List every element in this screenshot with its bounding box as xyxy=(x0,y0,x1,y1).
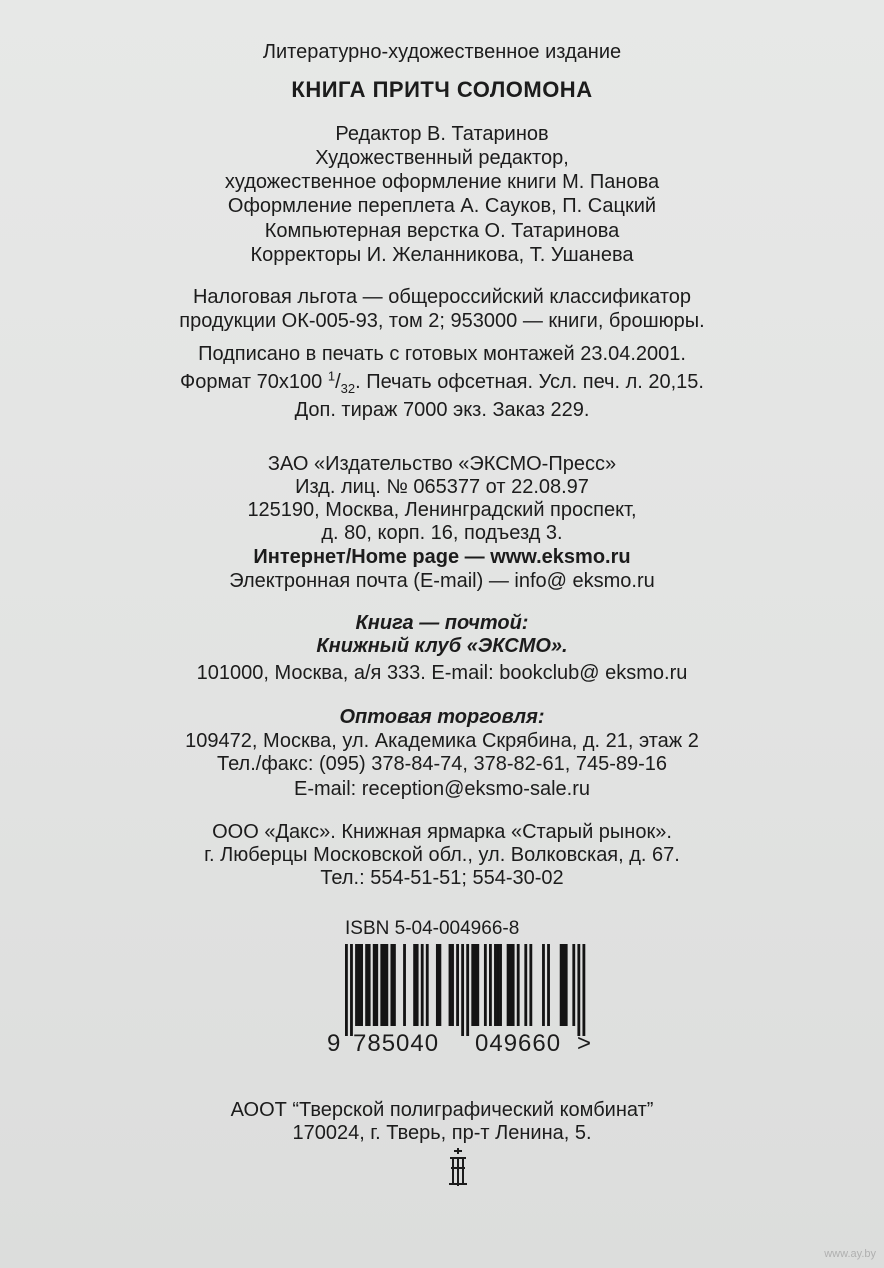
printer-address: 170024, г. Тверь, пр-т Ленина, 5. xyxy=(292,1122,592,1144)
cover-design-line: Оформление переплета А. Сауков, П. Сацкий xyxy=(227,195,657,217)
barcode-bar xyxy=(471,944,474,1026)
art-design-line: художественное оформление книги М. Панова xyxy=(224,171,660,193)
barcode-bar xyxy=(512,944,515,1026)
barcode-bar xyxy=(360,944,363,1026)
barcode-bar xyxy=(484,944,487,1026)
barcode-bar xyxy=(390,944,393,1026)
barcode-graphic xyxy=(327,944,595,1057)
barcode-bar xyxy=(421,944,424,1026)
wholesale-heading: Оптовая торговля: xyxy=(339,706,545,728)
barcode-bar xyxy=(476,944,479,1026)
format-line: Формат 70х100 $^1/_{32}$. Печать офсетная. Усл. печ. л. 20,15. xyxy=(180,368,704,396)
barcode-bar xyxy=(436,944,439,1026)
barcode-digits-right: 049660 xyxy=(475,1030,562,1057)
barcode-bar xyxy=(375,944,378,1026)
barcode-bar xyxy=(451,944,454,1026)
barcode-bar xyxy=(345,944,348,1036)
publisher-name: ЗАО «Издательство «ЭКСМО-Пресс» xyxy=(267,453,617,475)
barcode-bar xyxy=(489,944,492,1026)
printer-name: АООТ “Тверской полиграфический комбинат” xyxy=(230,1099,654,1121)
barcode-bar xyxy=(547,944,550,1026)
print-run-line: Доп. тираж 7000 экз. Заказ 229. xyxy=(294,399,590,421)
barcode-bar xyxy=(373,944,376,1026)
proofreaders-line: Корректоры И. Желанникова, Т. Ушанева xyxy=(250,244,634,266)
barcode-bar xyxy=(582,944,585,1036)
format-prefix: Формат 70х100 xyxy=(180,371,328,393)
publisher-website: Интернет/Home page — www.eksmo.ru xyxy=(253,546,631,568)
barcode-bar xyxy=(497,944,500,1026)
dax-phones: Тел.: 554-51-51; 554-30-02 xyxy=(320,867,564,889)
format-numerator: 1 xyxy=(327,368,336,384)
dax-address: г. Люберцы Московской обл., ул. Волковская, д. 67. xyxy=(204,844,680,866)
barcode-bar xyxy=(393,944,396,1026)
publisher-address-2: д. 80, корп. 16, подъезд 3. xyxy=(321,522,563,544)
barcode-bar xyxy=(413,944,416,1026)
barcode-bar xyxy=(509,944,512,1026)
publisher-email: Электронная почта (E-mail) — info@ eksmo.ru xyxy=(229,570,655,592)
signed-line: Подписано в печать с готовых монтажей 23.04.2001. xyxy=(198,343,686,365)
publisher-address-1: 125190, Москва, Ленинградский проспект, xyxy=(247,499,637,521)
barcode-lead-digit: 9 xyxy=(327,1030,341,1057)
barcode-bar xyxy=(577,944,580,1036)
barcode-bar xyxy=(466,944,469,1036)
barcode-bar xyxy=(403,944,406,1026)
barcode-bar xyxy=(416,944,419,1026)
tax-line-1: Налоговая льгота — общероссийский классификатор xyxy=(192,286,692,308)
barcode-bar xyxy=(572,944,575,1026)
barcode-bar xyxy=(494,944,497,1026)
wholesale-email: E-mail: reception@eksmo-sale.ru xyxy=(294,778,590,800)
barcode-bar xyxy=(449,944,452,1026)
barcode-bar xyxy=(358,944,361,1026)
mail-order-heading: Книга — почтой: xyxy=(355,612,529,634)
book-club-name: Книжный клуб «ЭКСМО». xyxy=(316,635,568,657)
barcode-bars xyxy=(345,944,585,1036)
barcode-digits-left: 785040 xyxy=(353,1030,440,1057)
wholesale-phones: Тел./факс: (095) 378-84-74, 378-82-61, 745-89-16 xyxy=(216,753,668,775)
book-title: КНИГА ПРИТЧ СОЛОМОНА xyxy=(291,77,593,102)
edition-type: Литературно-художественное издание xyxy=(262,41,622,63)
barcode-bar xyxy=(507,944,510,1026)
barcode-quiet-zone-arrow: > xyxy=(577,1030,592,1057)
editor-line: Редактор В. Татаринов xyxy=(335,123,549,145)
barcode-bar xyxy=(565,944,568,1026)
barcode-bar xyxy=(542,944,545,1026)
wholesale-address: 109472, Москва, ул. Академика Скрябина, д. 21, этаж 2 xyxy=(185,730,699,752)
barcode-bar xyxy=(355,944,358,1026)
barcode-bar xyxy=(562,944,565,1026)
format-suffix: . Печать офсетная. Усл. печ. л. 20,15. xyxy=(355,371,704,393)
barcode-bar xyxy=(383,944,386,1026)
printer-logo-icon xyxy=(445,1146,471,1188)
barcode-bar xyxy=(524,944,527,1026)
barcode-bar xyxy=(385,944,388,1026)
barcode-bar xyxy=(456,944,459,1026)
art-editor-line: Художественный редактор, xyxy=(315,147,569,169)
watermark: www.ay.by xyxy=(824,1248,876,1260)
barcode-bar xyxy=(560,944,563,1026)
format-denominator: 32 xyxy=(340,381,356,396)
barcode-bar xyxy=(474,944,477,1026)
barcode-bar xyxy=(380,944,383,1026)
barcode-bar xyxy=(461,944,464,1036)
barcode-bar xyxy=(438,944,441,1026)
book-club-address: 101000, Москва, а/я 333. E-mail: bookclub@ eksmo.ru xyxy=(196,662,688,684)
isbn-label: ISBN 5-04-004966-8 xyxy=(345,918,520,939)
barcode-bar xyxy=(529,944,532,1026)
barcode-bar xyxy=(368,944,371,1026)
barcode-bar xyxy=(517,944,520,1026)
barcode-bar xyxy=(499,944,502,1026)
dax-name: ООО «Дакс». Книжная ярмарка «Старый рынок». xyxy=(212,821,672,843)
layout-line: Компьютерная верстка О. Татаринова xyxy=(264,220,620,242)
publisher-license: Изд. лиц. № 065377 от 22.08.97 xyxy=(295,476,589,498)
barcode-bar xyxy=(365,944,368,1026)
barcode-bar xyxy=(350,944,353,1036)
tax-line-2: продукции ОК-005-93, том 2; 953000 — книги, брошюры. xyxy=(179,310,705,332)
barcode-bar xyxy=(426,944,429,1026)
